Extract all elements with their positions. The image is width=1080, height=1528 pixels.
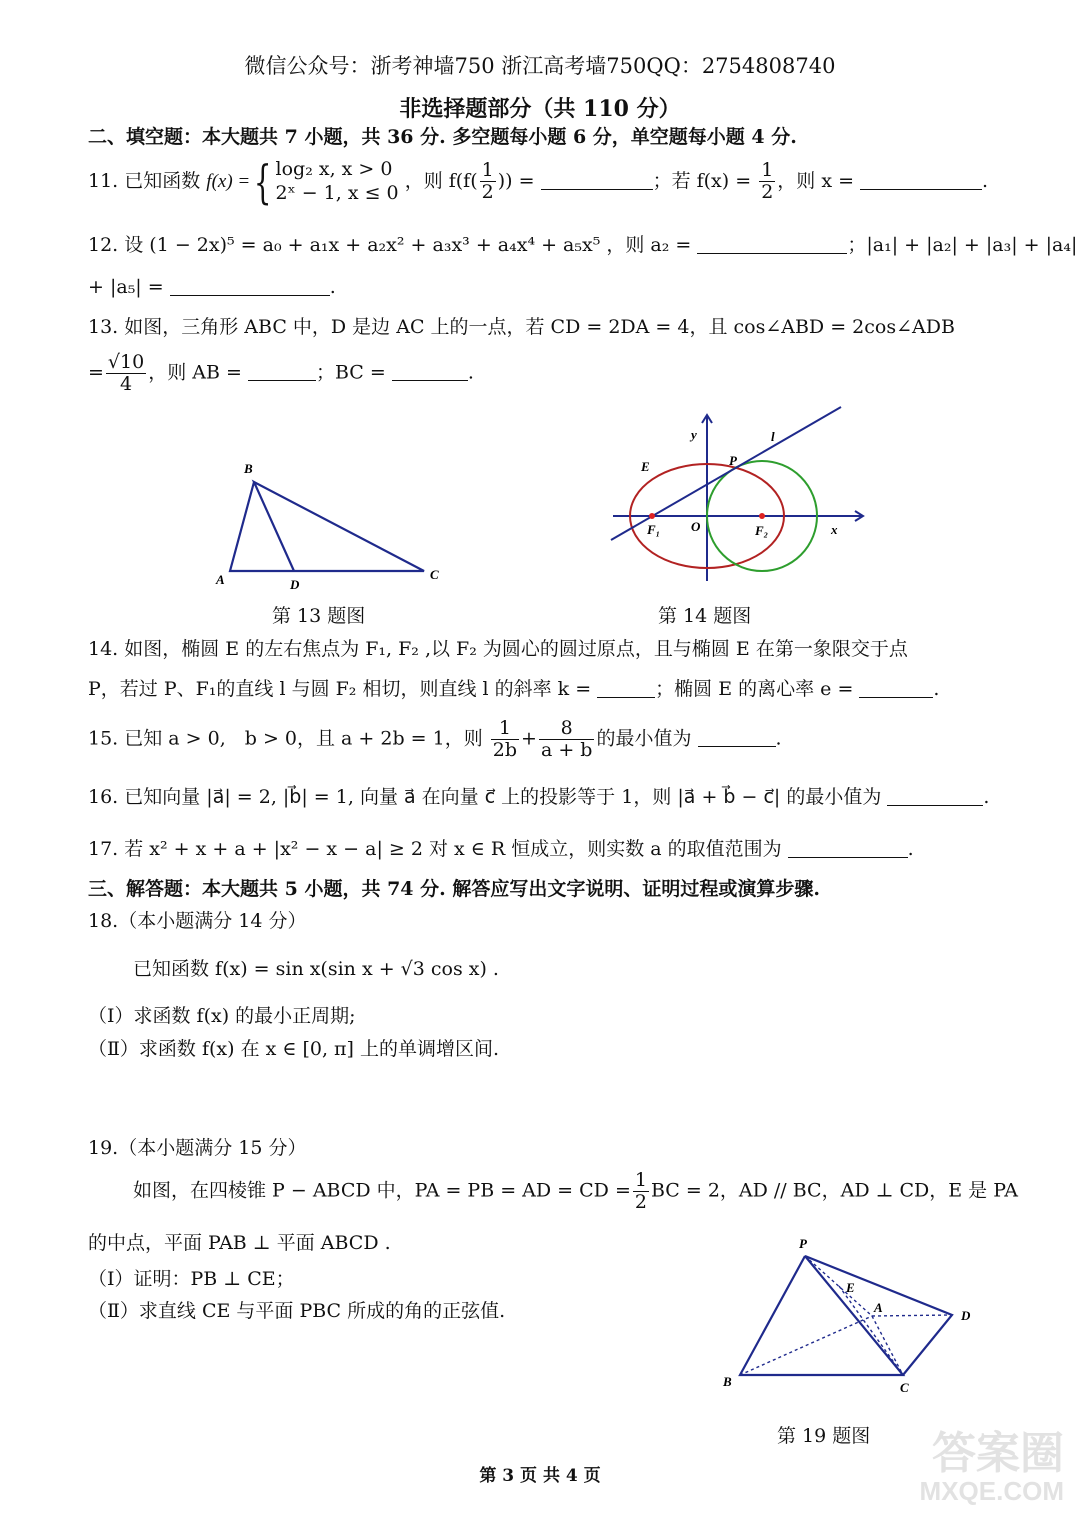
part3-title: 三、解答题：本大题共 5 小题，共 74 分. 解答应写出文字说明、证明过程或演算步骤. (88, 878, 820, 900)
q19-part-1: （Ⅰ）证明：PB ⊥ CE； (88, 1268, 295, 1290)
q18-part-2: （Ⅱ）求函数 f(x) 在 x ∈ [0, π] 上的单调增区间. (88, 1038, 500, 1060)
q19-stem-line1 (133, 1170, 1018, 1213)
label-o: O (691, 519, 701, 534)
figure-14-caption: 第 14 题图 (658, 605, 752, 627)
q17-end: . (907, 838, 914, 860)
page-footer: 第 3 页 共 4 页 (479, 1466, 601, 1486)
focus-f1-point (649, 513, 655, 519)
q11-fx: f(x) = (206, 170, 251, 192)
q12-answer-blank-1[interactable] (697, 235, 847, 254)
q14-line2b: ；椭圆 E 的离心率 e = (655, 678, 854, 700)
focus-f2-point (759, 513, 765, 519)
q15-frac-1 (491, 718, 519, 761)
part2-title: 二、填空题：本大题共 7 小题，共 36 分. 多空题每小题 6 分，单空题每小题 4 分. (88, 126, 797, 148)
q15-frac2-den: a + b (540, 738, 593, 761)
q13-answer-blank-1[interactable] (248, 362, 316, 381)
question-17 (88, 838, 914, 861)
q12-answer-blank-2[interactable] (170, 277, 330, 296)
q12-line1: 12. 设 (1 − 2x)⁵ = a₀ + a₁x + a₂x² + a₃x³ + a₄x⁴ + a₅x⁵ ，则 a₂ = (88, 234, 692, 256)
q11-half (480, 160, 496, 203)
q19-frac-den: 2 (634, 1190, 647, 1213)
label-b: B (723, 1374, 732, 1389)
question-16 (88, 786, 989, 809)
figure-19-caption: 第 19 题图 (777, 1425, 871, 1447)
edge-pa-dashed (805, 1256, 872, 1316)
q15-answer-blank[interactable] (698, 728, 776, 747)
q13-text-a: ，则 AB = (148, 361, 242, 384)
edge-ad-dashed (872, 1315, 952, 1316)
watermark-bottom: MXQE.COM (919, 1476, 1064, 1506)
q11-cases (276, 158, 399, 206)
label-b: B (244, 461, 253, 476)
figure-19-pyramid (715, 1232, 985, 1397)
q11-case2: 2ˣ − 1, x ≤ 0 (275, 181, 399, 204)
q15-frac2-num: 8 (539, 718, 595, 740)
label-c: C (900, 1380, 909, 1395)
q19-stem-line2: 的中点，平面 PAB ⊥ 平面 ABCD . (88, 1232, 391, 1254)
watermark-top: 答案圈 (932, 1428, 1064, 1479)
question-14-line2 (88, 678, 939, 701)
q11-text-f: . (982, 169, 989, 192)
edge-ac-dashed (872, 1316, 903, 1375)
label-f2: F₂ (755, 523, 769, 538)
q13-text-c: . (467, 361, 474, 384)
q11-text-d: ；若 f(x) = (652, 169, 752, 192)
label-p: P (729, 453, 737, 468)
q19-frac-num: 1 (634, 1169, 647, 1191)
figure-13-caption: 第 13 题图 (272, 605, 366, 627)
q15-frac-2 (539, 718, 595, 761)
label-p: P (799, 1236, 807, 1251)
label-d: D (961, 1308, 971, 1323)
q17-text: 17. 若 x² + x + a + |x² − x − a| ≥ 2 对 x ∈ R 恒成立，则实数 a 的取值范围为 (88, 838, 782, 860)
q19-stem-a: 如图，在四棱锥 P − ABCD 中，PA = PB = AD = CD = (133, 1179, 631, 1202)
q13-frac-den: 4 (120, 372, 133, 395)
q14-line2: P，若过 P、F₁的直线 l 与圆 F₂ 相切，则直线 l 的斜率 k = (88, 678, 592, 700)
q18-stem: 已知函数 f(x) = sin x(sin x + √3 cos x) . (133, 958, 499, 980)
q11-text-c: )) = (497, 169, 535, 192)
q11-answer-blank-1[interactable] (541, 171, 653, 190)
q16-text: 16. 已知向量 |a⃗| = 2, |b⃗| = 1, 向量 a⃗ 在向量 c⃗ 上的投影等于 1，则 |a⃗ + b⃗ − c⃗| 的最小值为 (88, 786, 882, 808)
q11-half-den: 2 (481, 181, 494, 204)
q19-heading: 19.（本小题满分 15 分） (88, 1137, 307, 1159)
q11-text-b: ，则 f(f( (404, 169, 478, 192)
q16-answer-blank[interactable] (887, 787, 983, 806)
q18-heading: 18.（本小题满分 14 分） (88, 910, 307, 932)
q19-frac-half (633, 1170, 649, 1213)
label-a: A (216, 572, 225, 587)
watermark-logo (894, 1428, 1064, 1522)
q19-part-2: （Ⅱ）求直线 CE 与平面 PBC 所成的角的正弦值. (88, 1300, 506, 1322)
label-f1: F₁ (647, 522, 661, 537)
question-14-line1: 14. 如图，椭圆 E 的左右焦点为 F₁, F₂ ,以 F₂ 为圆心的圆过原点，且与椭圆 E 在第一象限交于点 (88, 638, 908, 660)
q11-case1: log₂ x, x > 0 (275, 158, 393, 180)
q19-stem-b: BC = 2，AD // BC，AD ⊥ CD，E 是 PA (650, 1179, 1018, 1202)
q13-frac-num: √10 (107, 351, 145, 373)
q15-plus: + (521, 727, 537, 750)
triangle-abc-lines (230, 482, 424, 571)
question-12-line2 (88, 276, 336, 299)
section-title: 非选择题部分（共 110 分） (399, 96, 681, 122)
question-13-line2 (88, 352, 474, 395)
q13-eq: = (88, 361, 104, 384)
q12-line1b: ；|a₁| + |a₂| + |a₃| + |a₄| (847, 234, 1078, 256)
q16-end: . (983, 786, 990, 808)
page-header: 微信公众号：浙考神墙750 浙江高考墙750QQ：2754808740 (244, 54, 836, 78)
q18-part-1: （Ⅰ）求函数 f(x) 的最小正周期; (88, 1005, 356, 1027)
question-13-line1: 13. 如图，三角形 ABC 中，D 是边 AC 上的一点，若 CD = 2DA = 4，且 cos∠ABD = 2cos∠ADB (88, 316, 955, 338)
q11-frac-half-2 (759, 160, 775, 203)
q11-text-e: ，则 x = (777, 169, 854, 192)
q15-frac1-num: 1 (491, 718, 519, 740)
question-11 (88, 154, 989, 209)
q13-text-b: ；BC = (315, 361, 386, 384)
label-e: E (846, 1280, 855, 1295)
label-a: A (874, 1300, 883, 1315)
q11-answer-blank-2[interactable] (860, 171, 982, 190)
q11-text-a: 11. 已知函数 (88, 169, 207, 192)
q11-brace: { (254, 154, 272, 209)
q14-answer-blank-1[interactable] (597, 679, 655, 698)
q15-frac1-den: 2b (492, 738, 518, 761)
figure-13-triangle (200, 455, 460, 595)
q11-half2-den: 2 (761, 181, 774, 204)
figure-14-ellipse-circle (605, 405, 875, 585)
q15-text-a: 15. 已知 a > 0, b > 0，且 a + 2b = 1，则 (88, 727, 483, 750)
q11-half-num: 1 (481, 159, 494, 182)
q15-text-b: 的最小值为 (596, 727, 692, 750)
label-c: C (430, 567, 439, 582)
q11-half2-num: 1 (761, 159, 774, 182)
q12-line2b: . (329, 276, 336, 298)
q14-answer-blank-2[interactable] (859, 679, 933, 698)
q12-line2: + |a₅| = (88, 276, 164, 298)
label-l: l (771, 429, 775, 444)
q17-answer-blank[interactable] (788, 839, 908, 858)
q15-text-c: . (775, 727, 782, 750)
edge-ba-dashed (740, 1316, 872, 1375)
label-e: E (641, 459, 650, 474)
question-12-line1 (88, 234, 1077, 257)
label-d: D (290, 577, 300, 592)
q14-line2c: . (933, 678, 940, 700)
q13-answer-blank-2[interactable] (392, 362, 468, 381)
question-15 (88, 718, 782, 761)
q13-frac (106, 352, 146, 395)
label-x: x (831, 522, 838, 537)
label-y: y (691, 427, 697, 442)
